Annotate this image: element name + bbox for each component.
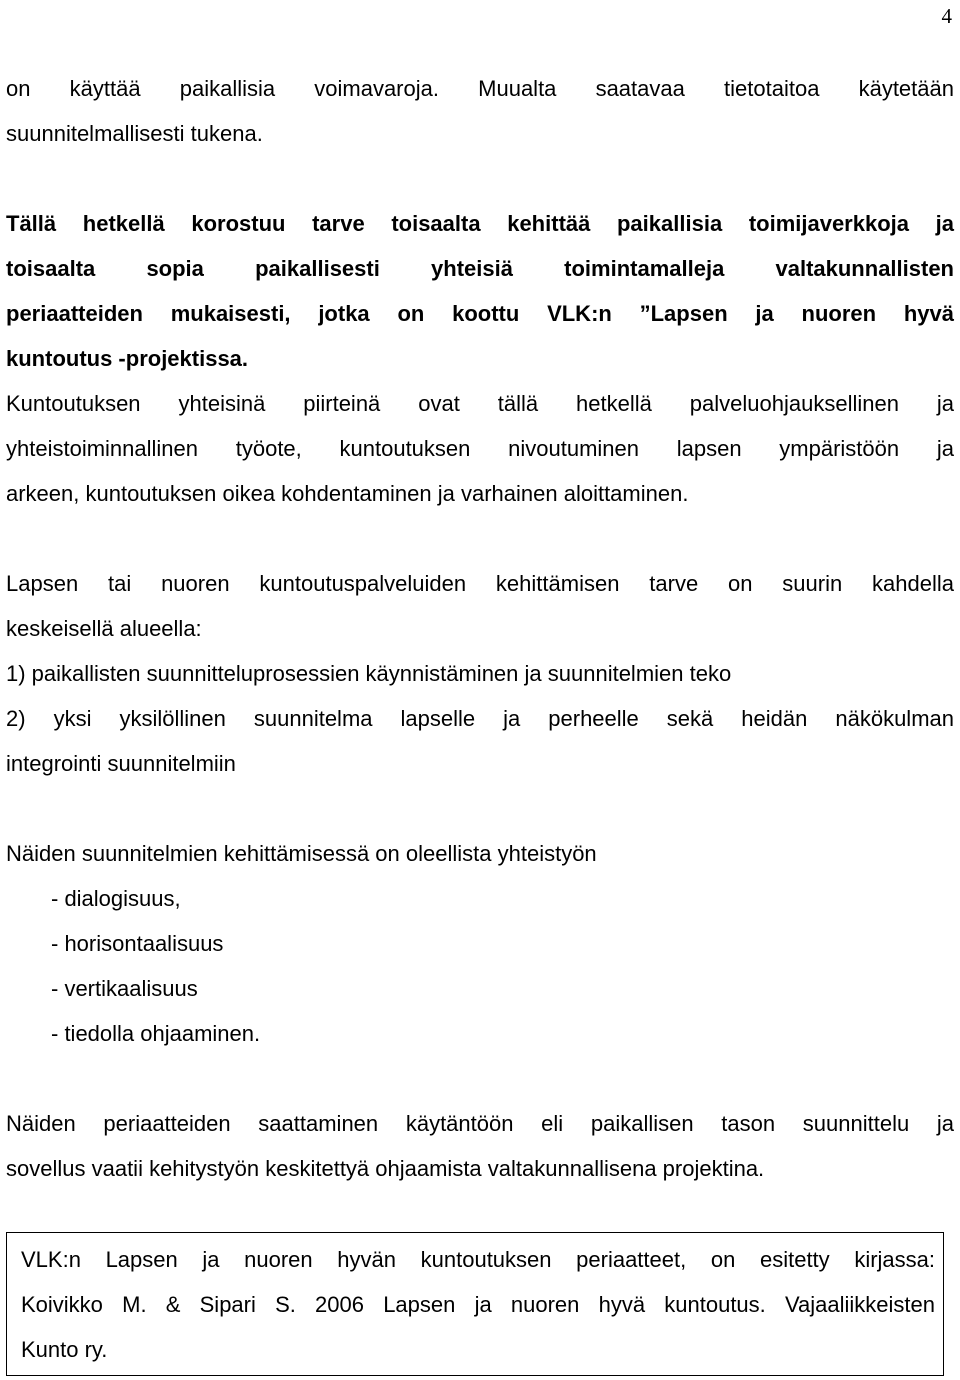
paragraph-gap xyxy=(6,516,954,561)
text-line: yhteistoiminnallinen työote, kuntoutuksen nivoutuminen lapsen ympäristöön ja xyxy=(6,436,954,461)
text-line: Tällä hetkellä korostuu tarve toisaalta kehittää paikallisia toimijaverkkoja ja xyxy=(6,211,954,236)
text-line: Koivikko M. & Sipari S. 2006 Lapsen ja nuoren hyvä kuntoutus. Vajaaliikkeisten xyxy=(21,1292,935,1317)
paragraph-gap xyxy=(6,786,954,831)
text-line: Näiden periaatteiden saattaminen käytäntöön eli paikallisen tason suunnittelu ja xyxy=(6,1111,954,1136)
text-line: VLK:n Lapsen ja nuoren hyvän kuntoutuksen periaatteet, on esitetty kirjassa: xyxy=(21,1247,935,1272)
list-item: - horisontaalisuus xyxy=(51,931,224,956)
page-number: 4 xyxy=(941,4,952,28)
text-line: suunnitelmallisesti tukena. xyxy=(6,121,263,146)
list-item: - vertikaalisuus xyxy=(51,976,198,1001)
text-line: integrointi suunnitelmiin xyxy=(6,751,236,776)
list-item: - tiedolla ohjaaminen. xyxy=(51,1021,261,1046)
paragraph-gap xyxy=(6,156,954,201)
text-line: toisaalta sopia paikallisesti yhteisiä toimintamalleja valtakunnallisten xyxy=(6,256,954,281)
text-line: sovellus vaatii kehitystyön keskitettyä ohjaamista valtakunnallisena projektina. xyxy=(6,1156,765,1181)
paragraph-local-resources xyxy=(6,66,954,156)
text-line: Kuntoutuksen yhteisinä piirteinä ovat tällä hetkellä palveluohjauksellinen ja xyxy=(6,391,954,416)
paragraph-gap xyxy=(6,1056,954,1101)
paragraph-development-need xyxy=(6,561,954,786)
text-line: kuntoutus -projektissa. xyxy=(6,346,249,371)
list-item: - dialogisuus, xyxy=(51,886,181,911)
reference-note-box xyxy=(6,1232,944,1376)
text-line: arkeen, kuntoutuksen oikea kohdentaminen ja varhainen aloittaminen. xyxy=(6,481,689,506)
paragraph-common-features xyxy=(6,381,954,516)
paragraph-current-need xyxy=(6,201,954,381)
text-line: Lapsen tai nuoren kuntoutuspalveluiden kehittämisen tarve on suurin kahdella xyxy=(6,571,954,596)
text-line: Näiden suunnitelmien kehittämisessä on oleellista yhteistyön xyxy=(6,841,597,866)
text-line: on käyttää paikallisia voimavaroja. Muualta saatavaa tietotaitoa käytetään xyxy=(6,76,954,101)
text-line: 2) yksi yksilöllinen suunnitelma lapselle ja perheelle sekä heidän näkökulman xyxy=(6,706,954,731)
text-line: 1) paikallisten suunnitteluprosessien käynnistäminen ja suunnitelmien teko xyxy=(6,661,732,686)
text-line: keskeisellä alueella: xyxy=(6,616,202,641)
paragraph-implementation xyxy=(6,1101,954,1191)
text-line: Kunto ry. xyxy=(21,1337,108,1362)
paragraph-cooperation xyxy=(6,831,954,1056)
document-body xyxy=(6,66,954,1191)
text-line: periaatteiden mukaisesti, jotka on koottu VLK:n ”Lapsen ja nuoren hyvä xyxy=(6,301,954,326)
